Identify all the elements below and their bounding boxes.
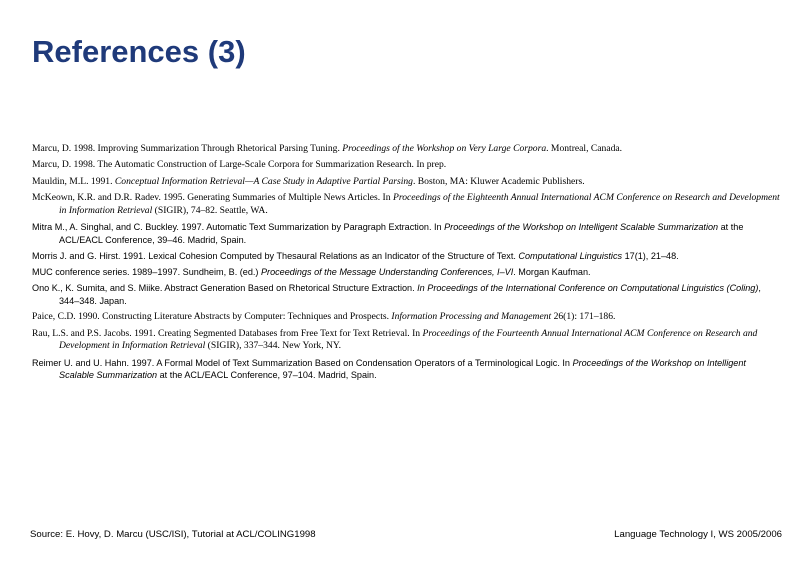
slide-title: References (3) bbox=[32, 34, 246, 69]
reference-venue: In Proceedings of the International Conference on Computational Linguistics (Coling) bbox=[417, 283, 759, 294]
reference-text: Reimer U. and U. Hahn. 1997. A Formal Model of Text Summarization Based on Condensation Operators of a Terminological Logic. In bbox=[32, 357, 573, 368]
reference-text: Marcu, D. 1998. Improving Summarization Through Rhetorical Parsing Tuning. bbox=[32, 143, 343, 154]
reference-item bbox=[32, 250, 780, 263]
reference-list bbox=[32, 143, 780, 386]
reference-venue: Proceedings of the Workshop on Intelligent Scalable Summarization bbox=[444, 221, 719, 232]
reference-venue: Information Processing and Management bbox=[391, 311, 552, 323]
reference-item bbox=[32, 143, 780, 156]
reference-venue: Proceedings of the Fourteenth Annual International ACM Conference on Research and Development in Information Retrieval bbox=[59, 327, 758, 352]
reference-item bbox=[32, 266, 780, 279]
reference-venue: Proceedings of the Eighteenth Annual International ACM Conference on Research and Development in Information Retrieval bbox=[59, 191, 780, 216]
reference-venue: Conceptual Information Retrieval—A Case Study in Adaptive Partial Parsing bbox=[114, 175, 413, 187]
reference-text: , 344–348. Japan. bbox=[59, 283, 761, 307]
footer-course: Language Technology I, WS 2005/2006 bbox=[614, 529, 782, 540]
reference-text: at the ACL/EACL Conference, 97–104. Madrid, Spain. bbox=[157, 370, 377, 381]
reference-text: . Morgan Kaufman. bbox=[513, 267, 591, 278]
reference-item bbox=[32, 221, 780, 246]
reference-text: Paice, C.D. 1990. Constructing Literature Abstracts by Computer: Techniques and Prospects. bbox=[32, 311, 392, 323]
reference-text: 17(1), 21–48. bbox=[622, 250, 679, 261]
reference-text: Morris J. and G. Hirst. 1991. Lexical Cohesion Computed by Thesaural Relations as an Indicator of the Structure of Text. bbox=[32, 250, 519, 261]
reference-text: (SIGIR), 337–344. New York, NY. bbox=[205, 340, 342, 352]
reference-text: MUC conference series. 1989–1997. Sundheim, B. (ed.) bbox=[32, 267, 261, 278]
reference-text: Rau, L.S. and P.S. Jacobs. 1991. Creating Segmented Databases from Free Text for Text Retrieval. In bbox=[32, 327, 423, 339]
reference-item bbox=[32, 357, 780, 382]
reference-text: . Montreal, Canada. bbox=[546, 143, 623, 154]
reference-text: Marcu, D. 1998. The Automatic Construction of Large-Scale Corpora for Summarization Research. In prep. bbox=[32, 159, 447, 171]
reference-venue: Proceedings of the Message Understanding Conferences, I–VI bbox=[260, 267, 514, 278]
reference-item bbox=[32, 328, 780, 353]
reference-text: . Boston, MA: Kluwer Academic Publishers. bbox=[412, 175, 585, 187]
reference-text: (SIGIR), 74–82. Seattle, WA. bbox=[152, 204, 268, 216]
reference-text: 26(1): 171–186. bbox=[551, 311, 616, 323]
reference-item bbox=[32, 192, 780, 217]
reference-item bbox=[32, 159, 780, 172]
reference-text: at the ACL/EACL Conference, 39–46. Madrid, Spain. bbox=[59, 221, 744, 245]
reference-venue: Proceedings of the Workshop on Intelligent Scalable Summarization bbox=[59, 357, 746, 381]
reference-venue: Computational Linguistics bbox=[518, 250, 623, 261]
reference-text: Mauldin, M.L. 1991. bbox=[32, 175, 115, 187]
reference-venue: Proceedings of the Workshop on Very Large Corpora bbox=[342, 143, 547, 154]
reference-text: McKeown, K.R. and D.R. Radev. 1995. Generating Summaries of Multiple News Articles. In bbox=[32, 191, 393, 203]
reference-item bbox=[32, 311, 780, 324]
reference-text: Ono K., K. Sumita, and S. Miike. Abstract Generation Based on Rhetorical Structure Extraction. bbox=[32, 283, 418, 294]
reference-item bbox=[32, 282, 780, 307]
footer-source: Source: E. Hovy, D. Marcu (USC/ISI), Tutorial at ACL/COLING1998 bbox=[30, 529, 316, 540]
reference-text: Mitra M., A. Singhal, and C. Buckley. 1997. Automatic Text Summarization by Paragraph Extraction. In bbox=[32, 221, 445, 232]
reference-item bbox=[32, 176, 780, 189]
